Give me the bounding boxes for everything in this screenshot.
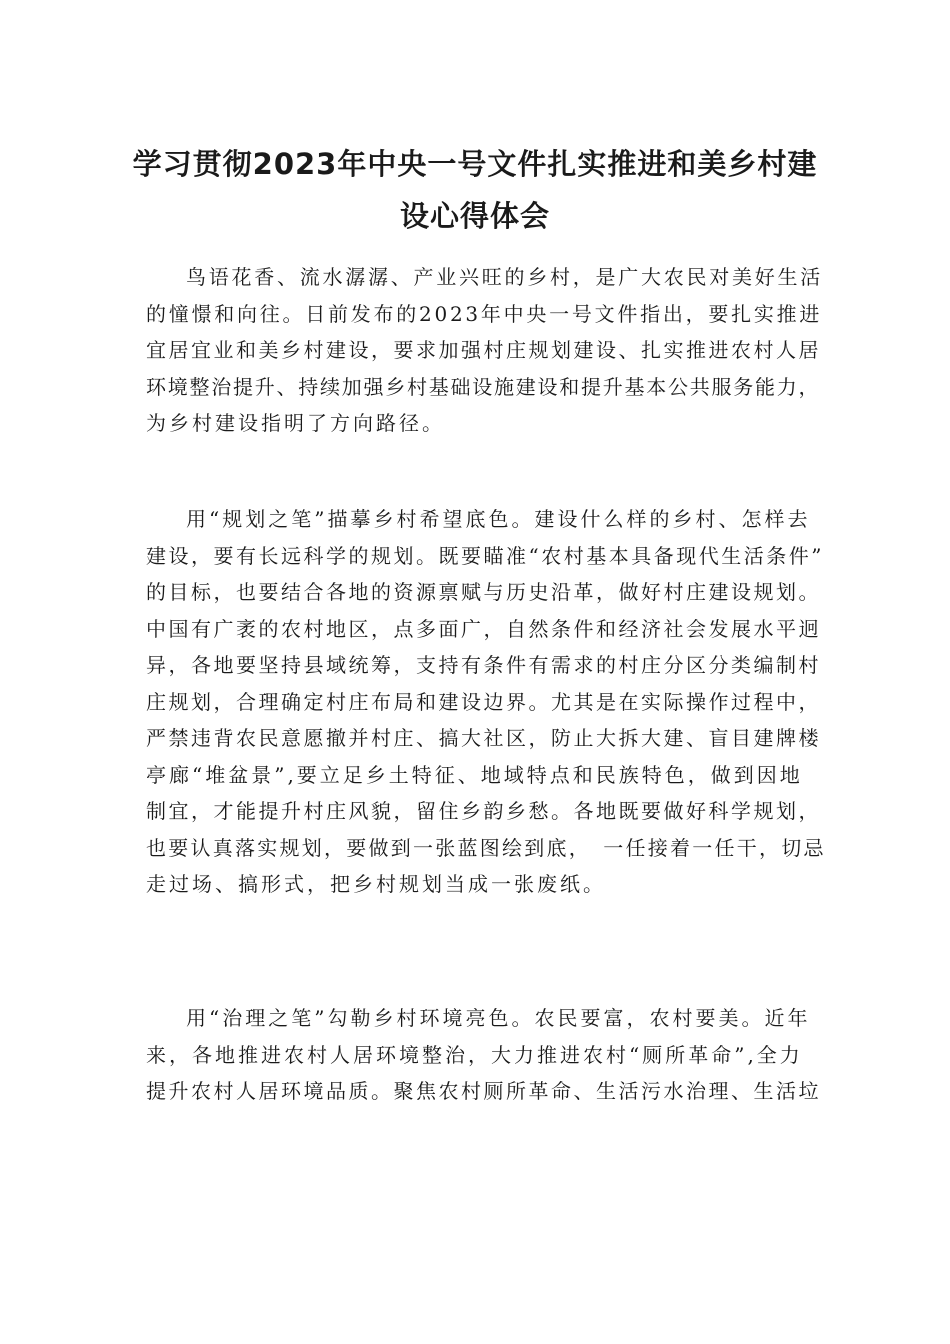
paragraph-line: 中国有广袤的农村地区，点多面广，自然条件和经济社会发展水平迥 xyxy=(146,616,821,641)
paragraph-line: 走过场、搞形式，把乡村规划当成一张废纸。 xyxy=(146,872,606,896)
title-line-1: 学习贯彻2023年中央一号文件扎实推进和美乡村建 xyxy=(132,147,818,181)
paragraph-line: 鸟语花香、流水潺潺、产业兴旺的乡村，是广大农民对美好生活 xyxy=(186,265,823,289)
paragraph-line: 异，各地要坚持县域统筹，支持有条件有需求的村庄分区分类编制村 xyxy=(146,653,821,677)
paragraph-line: 为乡村建设指明了方向路径。 xyxy=(146,411,445,435)
paragraph-3 xyxy=(146,1000,826,1110)
paragraph-1 xyxy=(146,259,826,442)
paragraph-line: 制宜，才能提升村庄风貌，留住乡韵乡愁。各地既要做好科学规划， xyxy=(146,799,821,823)
paragraph-line: 来，各地推进农村人居环境整治，大力推进农村“厕所革命”,全力 xyxy=(146,1042,803,1067)
paragraph-line: 庄规划，合理确定村庄布局和建设边界。尤其是在实际操作过程中， xyxy=(146,689,821,714)
paragraph-line: 用“规划之笔”描摹乡村希望底色。建设什么样的乡村、怎样去 xyxy=(186,507,811,531)
paragraph-line: 的目标，也要结合各地的资源禀赋与历史沿革，做好村庄建设规划。 xyxy=(146,580,821,604)
paragraph-line: 也要认真落实规划，要做到一张蓝图绘到底， 一任接着一任干，切忌 xyxy=(146,835,826,860)
paragraph-line: 建设，要有长远科学的规划。既要瞄准“农村基本具备现代生活条件” xyxy=(146,543,824,568)
paragraph-line: 用“治理之笔”勾勒乡村环境亮色。农民要富，农村要美。近年 xyxy=(186,1006,811,1030)
document-title xyxy=(130,138,820,242)
paragraph-line: 亭廊“堆盆景”,要立足乡土特征、地域特点和民族特色，做到因地 xyxy=(146,762,803,787)
paragraph-line: 宜居宜业和美乡村建设，要求加强村庄规划建设、扎实推进农村人居 xyxy=(146,338,821,362)
paragraph-line: 提升农村人居环境品质。聚焦农村厕所革命、生活污水治理、生活垃 xyxy=(146,1079,821,1103)
paragraph-line: 严禁违背农民意愿撤并村庄、搞大社区，防止大拆大建、盲目建牌楼 xyxy=(146,726,821,750)
paragraph-line: 环境整治提升、持续加强乡村基础设施建设和提升基本公共服务能力， xyxy=(146,374,821,399)
paragraph-2 xyxy=(146,501,826,903)
title-line-2: 设心得体会 xyxy=(399,199,550,233)
paragraph-line: 的憧憬和向往。日前发布的2023年中央一号文件指出，要扎实推进 xyxy=(146,301,823,326)
